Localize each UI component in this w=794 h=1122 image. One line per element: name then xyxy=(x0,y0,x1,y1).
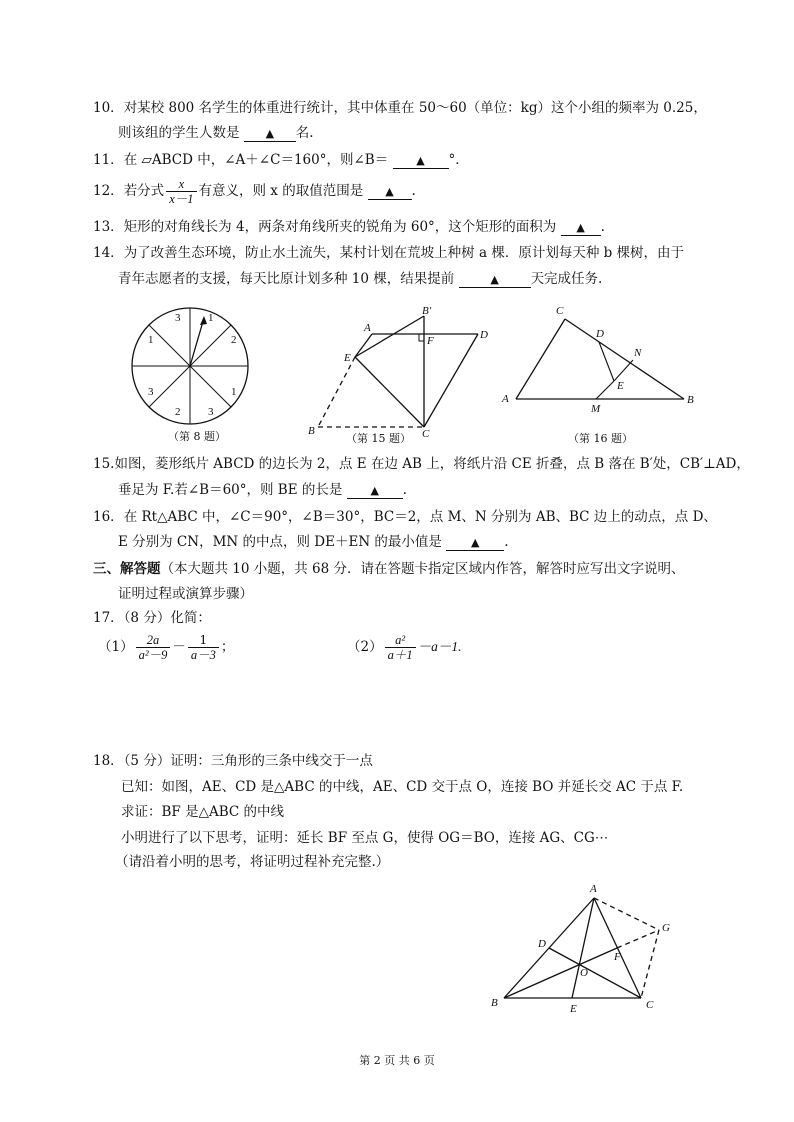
question-number: 14． xyxy=(93,245,124,261)
question-text: 如图，菱形纸片 ABCD 的边长为 2，点 E 在边 AB 上，将纸片沿 CE 折叠，点 B 落在 B′处，CB′⊥AD， xyxy=(114,456,750,472)
expression-tail: －a－1. xyxy=(417,639,462,654)
section-number: 三、 xyxy=(93,561,120,577)
figure-8-spinner xyxy=(130,305,260,427)
sector-number: 1 xyxy=(231,386,237,398)
answer-blank: ▲ xyxy=(347,483,403,499)
question-text: 青年志愿者的支援，每天比原计划多种 10 棵，结果提前 xyxy=(118,271,455,287)
question-14-line2 xyxy=(118,270,602,288)
question-11 xyxy=(93,151,469,169)
question-text: ABCD 中，∠A＋∠C＝160°，则∠B＝ xyxy=(151,152,389,168)
question-12 xyxy=(93,176,416,206)
question-number: 10． xyxy=(93,100,124,116)
question-text: . xyxy=(504,534,509,550)
fraction-denominator: a＋1 xyxy=(385,647,416,662)
point-label: B xyxy=(308,425,315,437)
point-label: B xyxy=(491,997,498,1009)
question-text: 为了改善生态环境，防止水土流失，某村计划在荒坡上种树 a 棵．原计划每天种 b 棵树，由于 xyxy=(123,245,685,261)
fraction-numerator: 1 xyxy=(199,632,208,647)
question-text: 则该组的学生人数是 xyxy=(118,125,240,141)
point-label: O xyxy=(580,967,588,979)
question-text: （8 分）化简： xyxy=(123,610,211,626)
question-number: 18． xyxy=(93,753,124,769)
question-number: 15. xyxy=(93,456,115,472)
sector-number: 2 xyxy=(231,334,237,346)
answer-blank: ▲ xyxy=(393,153,449,169)
point-label: F xyxy=(614,951,621,963)
fraction-numerator: a² xyxy=(395,633,406,647)
question-text: E 分别为 CN，MN 的中点，则 DE＋EN 的最小值是 xyxy=(118,534,442,550)
separator: ； xyxy=(220,639,235,655)
question-text: 名. xyxy=(295,125,314,141)
question-16-line2 xyxy=(118,533,509,551)
figure-18-medians xyxy=(486,878,676,1018)
figure-caption: （第 8 题） xyxy=(168,430,226,443)
answer-blank: ▲ xyxy=(368,184,412,200)
point-label: D xyxy=(538,938,546,950)
fraction-numerator: 2a xyxy=(146,633,160,647)
answer-blank: ▲ xyxy=(459,272,531,288)
page-footer: 第 2 页 共 6 页 xyxy=(359,1054,435,1067)
question-text: 对某校 800 名学生的体重进行统计，其中体重在 50～60（单位：kg）这个小组的频率为 0.25， xyxy=(123,100,707,116)
answer-blank: ▲ xyxy=(561,220,601,236)
question-18-note xyxy=(115,853,389,871)
part-label: （2） xyxy=(347,639,383,655)
fraction-denominator: x－1 xyxy=(166,191,196,206)
question-text: 矩形的对角线长为 4，两条对角线所夹的锐角为 60°，这个矩形的面积为 xyxy=(123,219,557,235)
question-text: 在 Rt△ABC 中，∠C＝90°，∠B＝30°，BC＝2，点 M、N 分别为 AB、BC 边上的动点，点 D、 xyxy=(123,509,717,525)
pointer-arrow-icon xyxy=(200,316,207,325)
point-label: C xyxy=(646,999,654,1011)
sector-number: 3 xyxy=(175,312,181,324)
given-statement: 已知：如图，AE、CD 是△ABC 的中线，AE、CD 交于点 O，连接 BO 并延长交 AC 于点 F. xyxy=(121,779,684,795)
point-label: A xyxy=(502,393,509,405)
point-label: G xyxy=(662,922,670,934)
question-16 xyxy=(93,508,717,526)
question-text: 天完成任务. xyxy=(530,271,603,287)
part-label: （1） xyxy=(98,639,134,655)
fraction xyxy=(166,177,196,206)
question-18-prove xyxy=(121,803,284,821)
question-number: 17． xyxy=(93,610,124,626)
question-14 xyxy=(93,244,684,262)
question-17 xyxy=(93,609,211,627)
point-label: A xyxy=(364,322,371,334)
question-number: 12． xyxy=(93,183,124,199)
question-10 xyxy=(93,99,707,117)
sector-number: 1 xyxy=(208,312,214,324)
question-18-known xyxy=(121,778,683,796)
question-text: . xyxy=(600,219,605,235)
point-label: B xyxy=(687,394,694,406)
sector-number: 2 xyxy=(175,406,181,418)
point-label: C xyxy=(422,428,430,440)
question-text: 有意义，则 x 的取值范围是 xyxy=(198,183,364,199)
parallelogram-icon: ▱ xyxy=(141,152,152,168)
question-text: （5 分）证明：三角形的三条中线交于一点 xyxy=(123,753,373,769)
point-label: F xyxy=(427,335,434,347)
sector-number: 3 xyxy=(148,386,154,398)
hint-statement: 小明进行了以下思考，证明：延长 BF 至点 G，使得 OG＝BO，连接 AG、CG⋯ xyxy=(121,830,609,846)
question-17-part1 xyxy=(98,629,234,665)
point-label: D xyxy=(596,328,604,340)
point-label: D xyxy=(480,329,488,341)
answer-blank: ▲ xyxy=(446,535,504,551)
question-17-part2 xyxy=(347,629,461,665)
question-text: 在 xyxy=(123,152,138,168)
point-label: C xyxy=(556,305,564,317)
question-text: 若分式 xyxy=(123,183,165,199)
section-note: （本大题共 10 小题，共 68 分．请在答题卡指定区域内作答，解答时应写出文字说明、 xyxy=(160,561,685,577)
point-label: M xyxy=(591,403,601,415)
fraction xyxy=(136,633,171,662)
point-label: N xyxy=(634,347,642,359)
instruction-note: （请沿着小明的思考，将证明过程补充完整.） xyxy=(115,854,390,870)
fraction-denominator: a－3 xyxy=(188,647,219,662)
section-note: 证明过程或演算步骤） xyxy=(118,586,253,602)
question-number: 11． xyxy=(93,152,124,168)
sector-number: 1 xyxy=(148,334,154,346)
point-label: E xyxy=(344,352,351,364)
fraction-denominator: a²－9 xyxy=(136,647,171,662)
point-label: A xyxy=(590,883,597,895)
question-text: . xyxy=(402,482,407,498)
question-number: 13． xyxy=(93,219,124,235)
point-label: B′ xyxy=(422,305,432,317)
minus-sign: － xyxy=(172,639,186,655)
fraction xyxy=(385,633,416,662)
prove-statement: 求证：BF 是△ABC 的中线 xyxy=(121,804,285,820)
figure-16-triangle xyxy=(498,300,708,420)
question-number: 16． xyxy=(93,509,124,525)
question-text: °． xyxy=(448,152,469,168)
point-label: E xyxy=(617,380,624,392)
question-text: 垂足为 F.若∠B＝60°，则 BE 的长是 xyxy=(118,482,343,498)
question-10-line2 xyxy=(118,124,314,142)
section-title: 解答题 xyxy=(120,561,161,577)
question-15-line2 xyxy=(118,481,407,499)
question-18-think xyxy=(121,829,608,847)
fraction-numerator: x xyxy=(178,177,185,191)
section-heading xyxy=(93,560,685,578)
figure-15-rhombus xyxy=(300,300,500,440)
point-label: E xyxy=(570,1003,577,1015)
section-heading-line2 xyxy=(118,585,253,603)
figure-caption: （第 16 题） xyxy=(568,432,633,445)
question-15 xyxy=(93,455,750,473)
fraction xyxy=(188,633,219,662)
sector-number: 3 xyxy=(208,406,214,418)
answer-blank: ▲ xyxy=(244,126,296,142)
question-text: . xyxy=(411,183,416,199)
question-18 xyxy=(93,752,373,770)
question-13 xyxy=(93,218,605,236)
figure-caption: （第 15 题） xyxy=(346,432,411,445)
